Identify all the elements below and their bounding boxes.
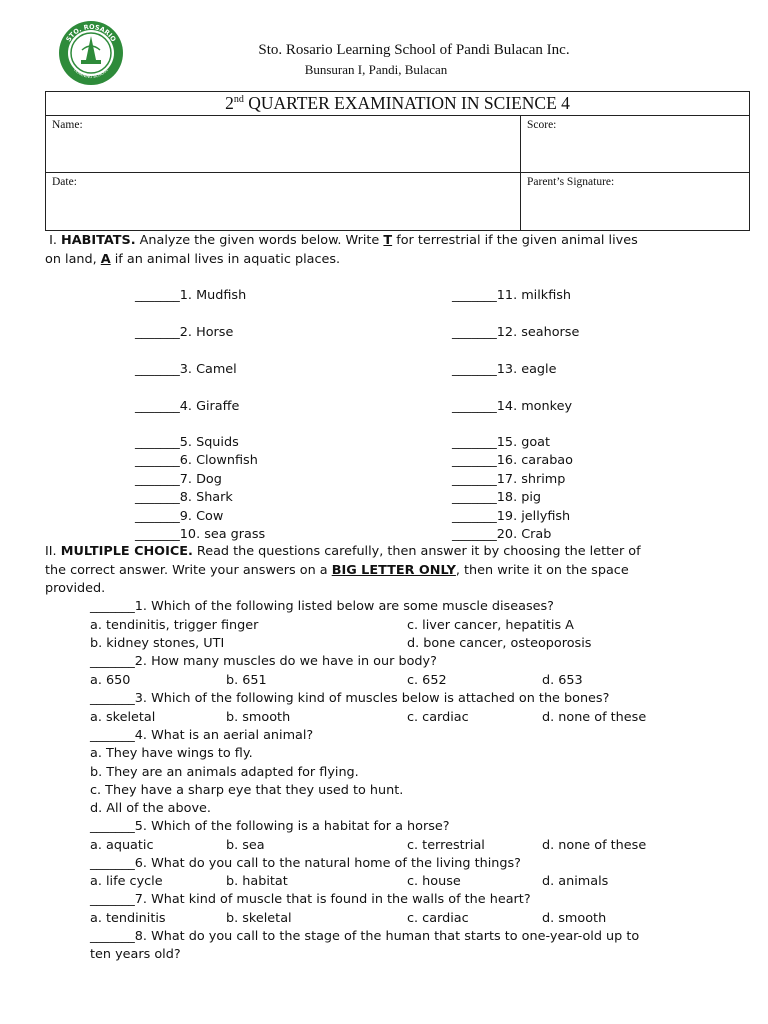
choice: d. bone cancer, osteoporosis (407, 636, 592, 651)
habitat-item[interactable]: _______3. Camel (135, 362, 237, 377)
choice: d. smooth (542, 911, 607, 926)
habitat-item[interactable]: _______10. sea grass (135, 527, 266, 542)
choice: b. smooth (226, 710, 291, 725)
habitat-item[interactable]: _______14. monkey (452, 399, 573, 414)
habitat-item[interactable]: _______19. jellyfish (452, 509, 571, 524)
name-field[interactable]: Name: (46, 116, 521, 173)
choice: a. aquatic (90, 838, 154, 853)
question-5[interactable]: _______5. Which of the following is a habitat for a horse? (90, 819, 450, 834)
choice: c. terrestrial (407, 838, 485, 853)
score-field[interactable]: Score: (521, 116, 750, 173)
habitat-item[interactable]: _______6. Clownfish (135, 453, 258, 468)
choice: b. skeletal (226, 911, 292, 926)
habitat-item[interactable]: _______1. Mudfish (135, 288, 247, 303)
svg-text:STO. ROSARIO: STO. ROSARIO (64, 22, 118, 44)
choice: c. liver cancer, hepatitis A (407, 618, 574, 633)
habitat-item[interactable]: _______12. seahorse (452, 325, 580, 340)
school-name: Sto. Rosario Learning School of Pandi Bulacan Inc. (258, 42, 570, 58)
habitat-item[interactable]: _______2. Horse (135, 325, 234, 340)
question-8-cont: ten years old? (90, 947, 181, 962)
habitat-item[interactable]: _______18. pig (452, 490, 542, 505)
question-6[interactable]: _______6. What do you call to the natural home of the living things? (90, 856, 521, 871)
habitat-item[interactable]: _______13. eagle (452, 362, 557, 377)
choice: a. They have wings to fly. (90, 746, 253, 761)
habitat-item[interactable]: _______7. Dog (135, 472, 222, 487)
habitat-item[interactable]: _______11. milkfish (452, 288, 572, 303)
habitat-item[interactable]: _______15. goat (452, 435, 551, 450)
choice: c. cardiac (407, 911, 469, 926)
habitat-item[interactable]: _______9. Cow (135, 509, 224, 524)
choice: c. house (407, 874, 461, 889)
choice: d. 653 (542, 673, 583, 688)
part1-instructions: I. HABITATS. Analyze the given words below. Write T for terrestrial if the given animal lives on land, A if an animal lives in aquatic places. (45, 233, 638, 267)
habitat-item[interactable]: _______16. carabao (452, 453, 573, 468)
exam-header-table (45, 91, 750, 231)
choice: b. sea (226, 838, 265, 853)
parent-signature-field[interactable]: Parent’s Signature: (521, 173, 750, 231)
question-1[interactable]: _______1. Which of the following listed below are some muscle diseases? (90, 599, 554, 614)
choice: a. tendinitis (90, 911, 166, 926)
question-8[interactable]: _______8. What do you call to the stage of the human that starts to one-year-old up to (90, 929, 640, 944)
choice: a. skeletal (90, 710, 156, 725)
question-2[interactable]: _______2. How many muscles do we have in our body? (90, 654, 437, 669)
choice: d. All of the above. (90, 801, 211, 816)
habitat-item[interactable]: _______20. Crab (452, 527, 552, 542)
part2-instructions: II. MULTIPLE CHOICE. Read the questions carefully, then answer it by choosing the letter of the correct answer. Write your answers on a BIG LETTER ONLY, then write it on the space provided. (45, 544, 641, 596)
choice: c. They have a sharp eye that they used to hunt. (90, 783, 404, 798)
exam-title: 2nd QUARTER EXAMINATION IN SCIENCE 4 (46, 92, 750, 116)
choice: b. habitat (226, 874, 288, 889)
habitat-item[interactable]: _______5. Squids (135, 435, 239, 450)
choice: d. none of these (542, 838, 647, 853)
choice: c. 652 (407, 673, 447, 688)
choice: a. life cycle (90, 874, 163, 889)
question-4[interactable]: _______4. What is an aerial animal? (90, 728, 314, 743)
svg-text:LEARNING SCHOOL: LEARNING SCHOOL (73, 67, 109, 80)
choice: a. tendinitis, trigger finger (90, 618, 259, 633)
question-7[interactable]: _______7. What kind of muscle that is found in the walls of the heart? (90, 892, 531, 907)
choice: b. 651 (226, 673, 267, 688)
school-address: Bunsuran I, Pandi, Bulacan (304, 62, 448, 77)
date-field[interactable]: Date: (46, 173, 521, 231)
choice: a. 650 (90, 673, 131, 688)
habitat-item[interactable]: _______4. Giraffe (135, 399, 240, 414)
choice: b. They are an animals adapted for flying. (90, 765, 359, 780)
choice: d. animals (542, 874, 609, 889)
choice: d. none of these (542, 710, 647, 725)
habitat-item[interactable]: _______8. Shark (135, 490, 233, 505)
habitat-item[interactable]: _______17. shrimp (452, 472, 566, 487)
choice: b. kidney stones, UTI (90, 636, 225, 651)
question-3[interactable]: _______3. Which of the following kind of muscles below is attached on the bones? (90, 691, 610, 706)
choice: c. cardiac (407, 710, 469, 725)
